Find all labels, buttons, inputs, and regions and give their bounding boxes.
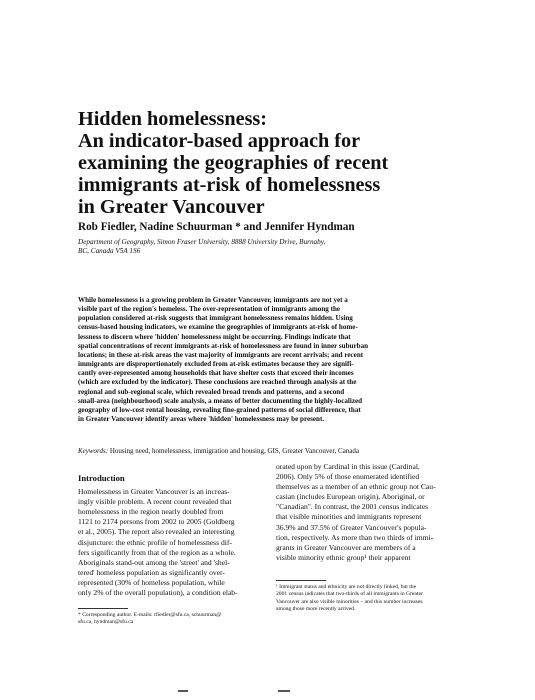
title-line: immigrants at-risk of homelessness <box>78 174 381 196</box>
abstract-line: visible part of the region's homeless. The over-representation of immigrants among the <box>78 305 341 314</box>
title-line: Hidden homelessness: <box>78 108 268 130</box>
body-line: casian (includes European origin), Aboriginal, or <box>276 492 425 502</box>
body-line: visible minority ethnic group¹ their apparent <box>276 552 411 562</box>
title-line: in Greater Vancouver <box>78 196 265 218</box>
footnote-line: 2001 census indicates that two-thirds of all immigrants in Greater <box>276 591 423 598</box>
body-line: et al., 2005). The report also revealed an interesting <box>78 527 235 537</box>
footnote-rule <box>276 580 326 581</box>
body-line: homelessness in the region nearly doubled from <box>78 507 224 517</box>
body-line: represented (30% of homeless population, while <box>78 577 225 587</box>
keywords-label: Keywords: <box>78 447 109 455</box>
footnote-rule <box>78 608 128 609</box>
body-column-left <box>78 473 262 598</box>
abstract-line: immigrants are disproportionately excluded from at-risk estimates because they are signifi- <box>78 360 354 369</box>
body-line: that visible minorities and immigrants represent <box>276 512 422 522</box>
body-line: ingly visible problem. A recent count revealed that <box>78 497 232 507</box>
abstract-line: (which are excluded by the indicator). These conclusions are reached through analysis at the <box>78 378 357 387</box>
abstract-line: cantly over-represented among households that have shelter costs that exceed their incomes <box>78 369 354 378</box>
body-line: grants in Greater Vancouver are members of a <box>276 542 416 552</box>
abstract-line: census-based housing indicators, we examine the geographies of immigrants at-risk of home- <box>78 323 358 332</box>
body-line: fers significantly from that of the region as a whole. <box>78 547 236 557</box>
title-line: An indicator-based approach for <box>78 130 361 152</box>
author-list: Rob Fiedler, Nadine Schuurman * and Jennifer Hyndman <box>78 221 355 233</box>
body-line: 1121 to 2174 persons from 2002 to 2005 (Goldberg <box>78 517 235 527</box>
footnote-left <box>78 612 266 627</box>
footnote-line: Vancouver are also visible minorities – and this number increases <box>276 598 423 605</box>
affiliation-line: BC, Canada V5A 1S6 <box>78 247 141 255</box>
body-line: tion, respectively. As more than two thirds of immi- <box>276 532 434 542</box>
body-column-right <box>276 462 460 563</box>
page-edge-mark <box>178 690 188 692</box>
footnote-line: among those more recently arrived. <box>276 606 356 613</box>
abstract-line: regional and sub-regional scale, which revealed broad trends and patterns, and a second <box>78 387 345 396</box>
abstract <box>78 296 458 424</box>
affiliation-line: Department of Geography, Simon Fraser University, 8888 University Drive, Burnaby, <box>78 238 326 246</box>
body-line: disjuncture: the ethnic profile of homelessness dif- <box>78 537 232 547</box>
abstract-line: lessness to discern where 'hidden' homelessness might be occurring. Findings indicate that <box>78 332 351 341</box>
abstract-line: locations; in these at-risk areas the vast majority of immigrants are recent arrivals; and recent <box>78 350 364 359</box>
article-title <box>78 108 498 218</box>
footnote-line: ¹ Immigrant status and ethnicity are not directly linked, but the <box>276 584 417 590</box>
abstract-line: While homelessness is a growing problem in Greater Vancouver, immigrants are not yet a <box>78 296 348 304</box>
abstract-line: geography of low-cost rental housing, revealing fine-grained patterns of social difference, that <box>78 405 361 414</box>
abstract-line: spatial concentrations of recent immigrants at-risk of homelessness are found in inner suburban <box>78 341 369 350</box>
abstract-line: small-area (neighbourhood) scale analysis, a means of better documenting the highly-localized <box>78 396 363 405</box>
body-line: only 2% of the overall population), a condition elab- <box>78 588 238 598</box>
keywords <box>78 447 458 455</box>
body-line: Aboriginals stand-out among the 'street' and 'shel- <box>78 557 230 567</box>
footnote-line: * Corresponding author. E-mails: rfiedler@sfu.ca, schuurman@ <box>78 612 222 618</box>
section-heading: Introduction <box>78 473 125 483</box>
abstract-line: population considered at-risk suggests that immigrant homelessness remains hidden. Using <box>78 314 353 323</box>
abstract-line: in Greater Vancouver identify areas where 'hidden' homelessness may be present. <box>78 415 325 424</box>
footnote-right <box>276 584 464 614</box>
body-line: tered' homeless population as significantly over- <box>78 567 225 577</box>
keywords-text: Housing need, homelessness, immigration and housing, GIS, Greater Vancouver, Canada <box>109 447 360 455</box>
body-line: themselves as a member of an ethnic group not Cau- <box>276 482 436 492</box>
body-line: "Canadian". In contrast, the 2001 census indicates <box>276 502 429 512</box>
body-line: 2006). Only 5% of those enumerated identified <box>276 472 420 482</box>
body-line: Homelessness in Greater Vancouver is an increas- <box>78 487 230 497</box>
page-edge-mark <box>278 690 290 692</box>
title-line: examining the geographies of recent <box>78 152 389 174</box>
body-line: 36.9% and 37.5% of Greater Vancouver's popula- <box>276 522 427 532</box>
footnote-line: sfu.ca, hyndman@sfu.ca <box>78 619 134 626</box>
author-affiliation <box>78 238 478 256</box>
body-line: orated upon by Cardinal in this issue (Cardinal, <box>276 462 420 471</box>
